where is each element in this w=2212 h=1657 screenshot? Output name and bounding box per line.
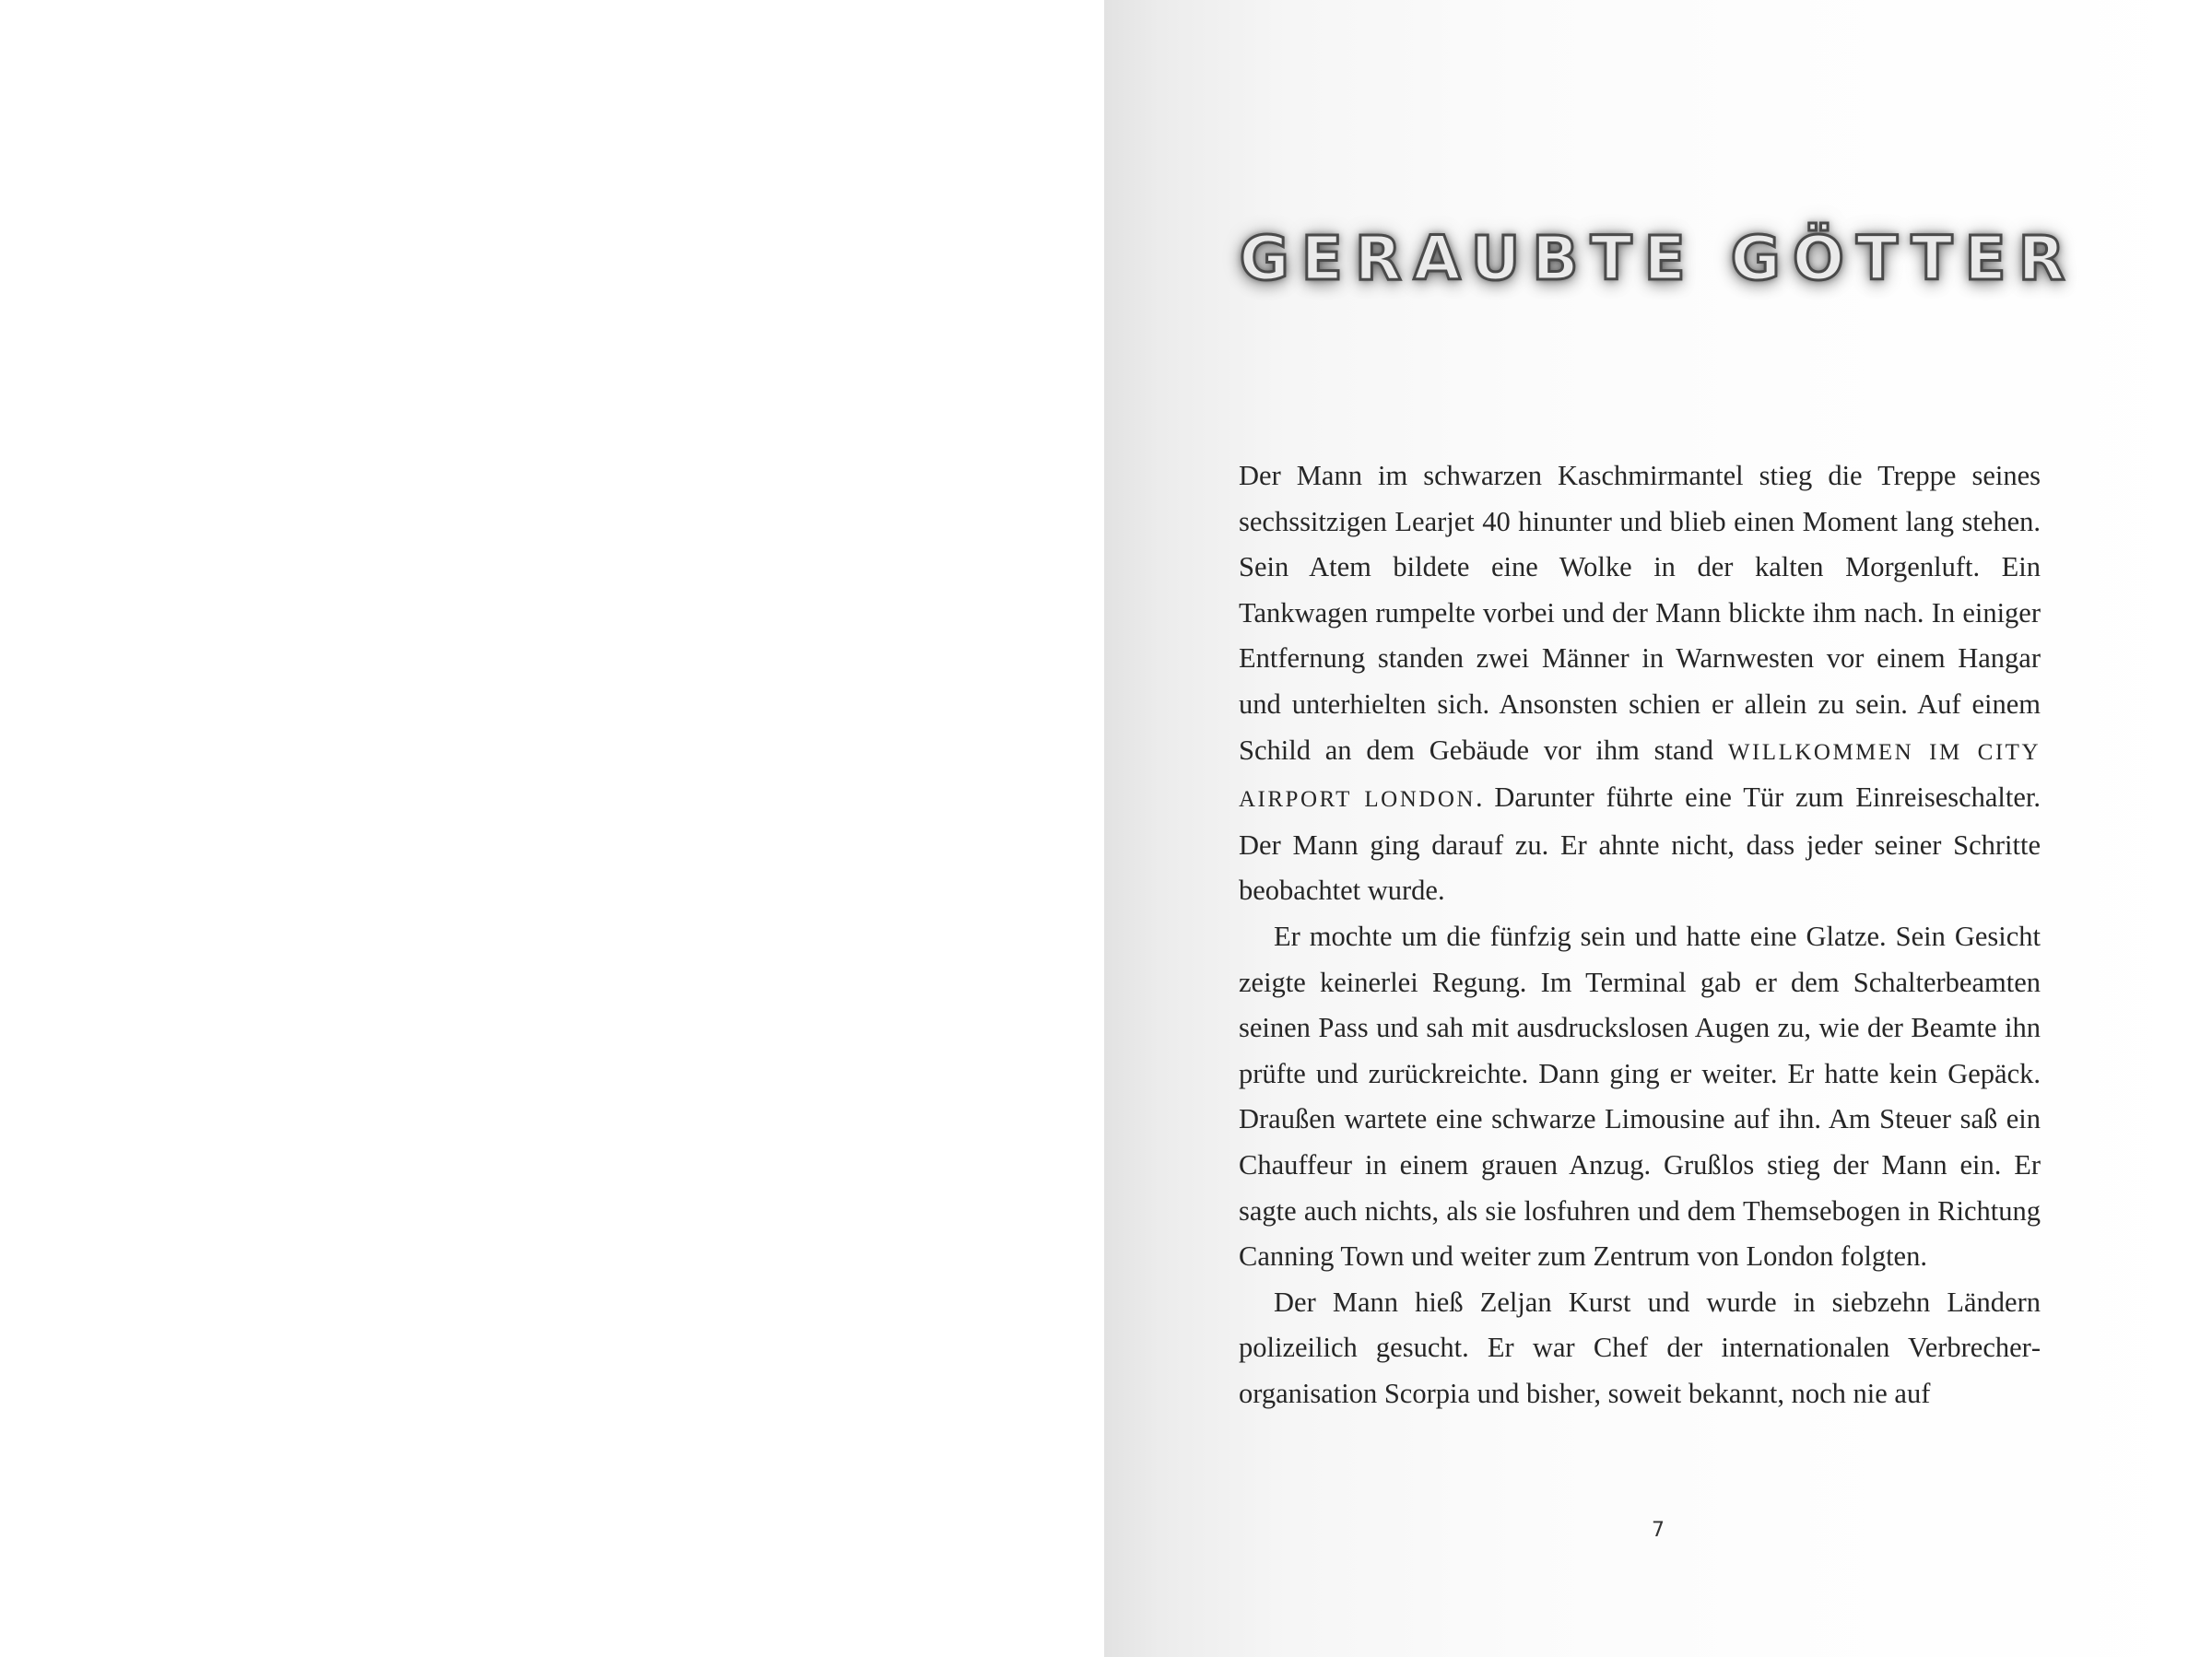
left-page-blank	[0, 0, 1104, 1657]
paragraph-1-text-after: . Darunter führte eine Tür zum Einreiseschalter. Der Mann ging darauf zu. Er ahnte nicht, dass jeder seiner Schritte beobachtet wurde.	[1239, 781, 2041, 907]
chapter-title: GERAUBTE GÖTTER	[1239, 223, 2077, 294]
paragraph-3: Der Mann hieß Zeljan Kurst und wurde in siebzehn Ländern polizeilich gesucht. Er war Chef der internationalen Verbrecherorganisation Scorpia und bisher, soweit bekannt, noch nie auf	[1239, 1286, 2041, 1409]
right-page	[1104, 0, 2212, 1657]
paragraph-1-text-before: Der Mann im schwarzen Kaschmirmantel stieg die Treppe seines sechssitzigen Learjet 40 hinunter und blieb einen Moment lang stehen. Sein Atem bildete eine Wolke in der kalten Morgenluft. Ein Tankwagen rumpelte vorbei und der Mann blickte ihm nach. In einiger Entfernung standen zwei Männer in Warnwesten vor einem Hangar und unterhielten sich. Ansonsten schien er allein zu sein. Auf einem Schild an dem Gebäude vor ihm stand	[1239, 460, 2041, 766]
page-number: 7	[1652, 1519, 1665, 1542]
paragraph-1	[1239, 453, 2041, 914]
paragraph-2: Er mochte um die fünfzig sein und hatte eine Glatze. Sein Gesicht zeigte keinerlei Regung. Im Terminal gab er dem Schalterbeamten seinen Pass und sah mit ausdruckslosen Augen zu, wie der Beamte ihn prüfte und zurückreichte. Dann ging er weiter. Er hatte kein Gepäck. Draußen wartete eine schwarze Limousine auf ihn. Am Steuer saß ein Chauffeur in einem grauen Anzug. Grußlos stieg der Mann ein. Er sagte auch nichts, als sie losfuhren und dem Themsebogen in Richtung Canning Town und weiter zum Zentrum von London folgten.	[1239, 920, 2041, 1273]
airport-sign-text: WILLKOMMEN IM CITY AIRPORT LONDON	[1239, 739, 2041, 813]
body-text	[1239, 453, 2041, 1416]
